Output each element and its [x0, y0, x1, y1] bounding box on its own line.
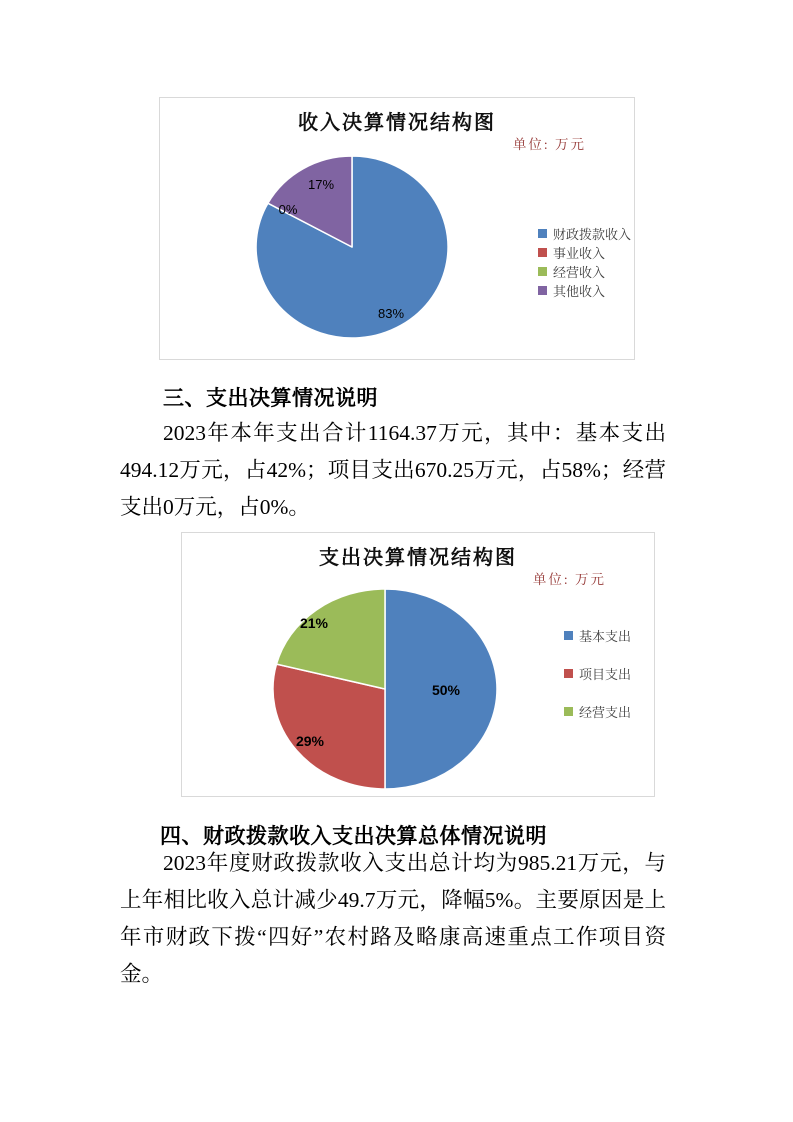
legend-label: 经营支出 — [579, 704, 632, 720]
expenditure-chart-frame — [181, 532, 655, 797]
legend-swatch-green-icon — [538, 267, 547, 276]
section-3-heading: 三、支出决算情况说明 — [163, 387, 378, 410]
legend-swatch-red-icon — [538, 248, 547, 257]
legend-item-jingying — [538, 262, 631, 281]
section-4-paragraph: 2023年度财政拨款收入支出总计均为985.21万元，与上年相比收入总计减少49.7万元，降幅5%。主要原因是上年市财政下拨“四好”农村路及略康高速重点工作项目资金。 — [120, 851, 666, 986]
expenditure-chart-title: 支出决算情况结构图 — [319, 547, 517, 569]
legend-swatch-purple-icon — [538, 286, 547, 295]
expenditure-pie-label-21: 21% — [299, 615, 329, 631]
legend-swatch-green-icon — [564, 707, 573, 716]
expenditure-chart-legend — [564, 628, 631, 742]
expenditure-pie-label-29: 29% — [295, 733, 325, 749]
legend-item-shiye — [538, 243, 631, 262]
legend-swatch-blue-icon — [564, 631, 573, 640]
income-pie-label-0: 0% — [278, 202, 298, 217]
legend-item-caizhengbokuan — [538, 224, 631, 243]
legend-label: 基本支出 — [579, 628, 632, 644]
income-pie-label-17: 17% — [307, 177, 335, 192]
legend-label: 财政拨款收入 — [553, 227, 632, 242]
legend-label: 其他收入 — [553, 284, 606, 299]
income-pie-label-83: 83% — [377, 306, 405, 321]
legend-swatch-blue-icon — [538, 229, 547, 238]
expenditure-pie-label-50: 50% — [431, 682, 461, 698]
income-chart-frame — [159, 97, 635, 360]
legend-item-xiangmuzhichu — [564, 666, 631, 680]
legend-label: 事业收入 — [553, 246, 606, 261]
income-chart-legend — [538, 224, 631, 300]
legend-item-jibenzhichu — [564, 628, 631, 642]
expenditure-chart-unit-label: 单位: 万元 — [532, 572, 606, 587]
legend-label: 经营收入 — [553, 265, 606, 280]
legend-item-qita — [538, 281, 631, 300]
income-chart-unit-label: 单位: 万元 — [512, 137, 586, 152]
legend-label: 项目支出 — [579, 666, 632, 682]
section-3-paragraph: 2023年本年支出合计1164.37万元，其中：基本支出494.12万元，占42%；项目支出670.25万元，占58%；经营支出0万元，占0%。 — [120, 421, 666, 519]
income-chart-title: 收入决算情况结构图 — [298, 112, 496, 134]
legend-item-jingyingzhichu — [564, 704, 631, 718]
legend-swatch-red-icon — [564, 669, 573, 678]
section-4-heading: 四、财政拨款收入支出决算总体情况说明 — [160, 825, 547, 848]
